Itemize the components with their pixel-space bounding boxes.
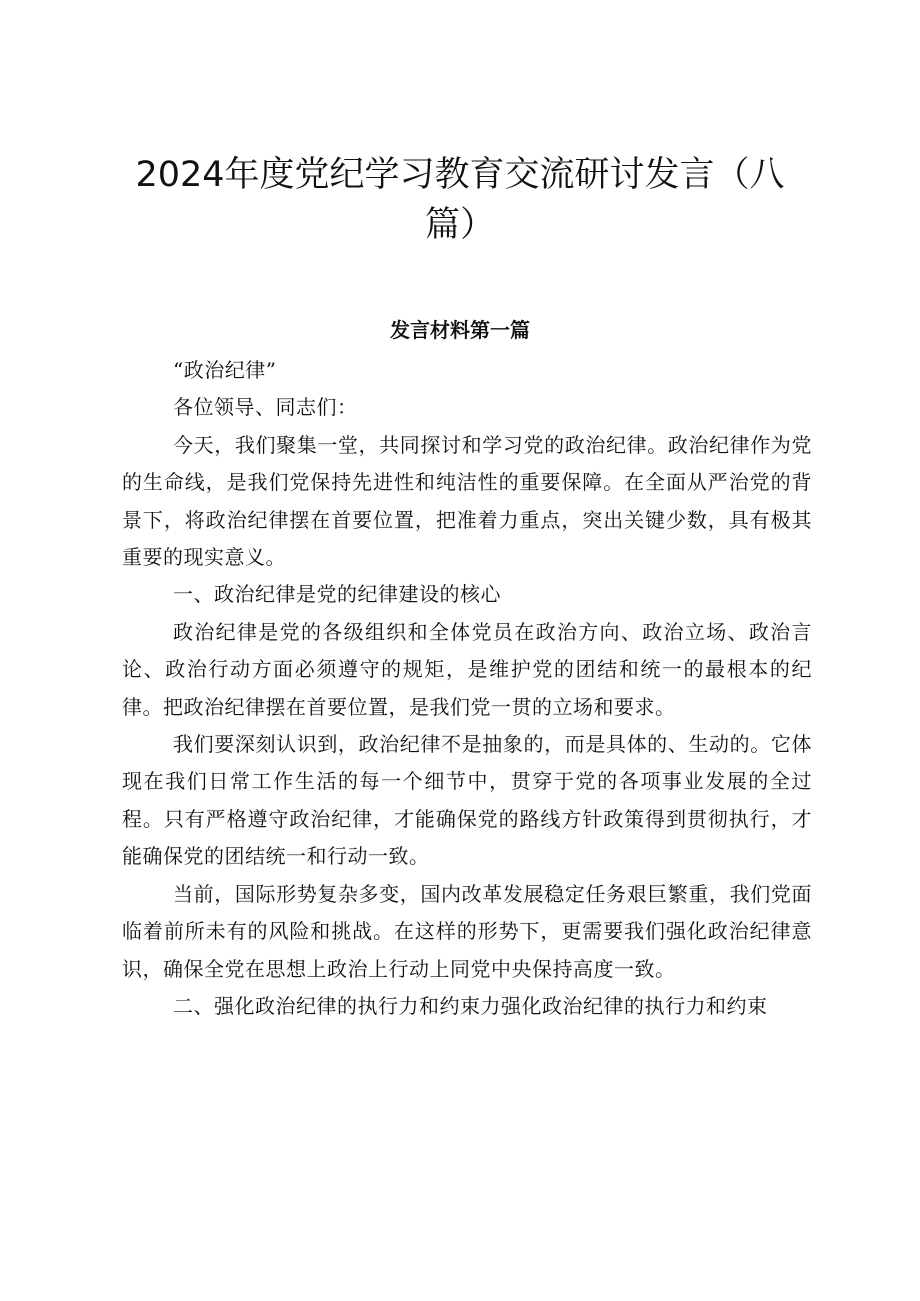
- paragraph-intro: 今天，我们聚集一堂，共同探讨和学习党的政治纪律。政治纪律作为党的生命线，是我们党保持先进性和纯洁性的重要保障。在全面从严治党的背景下，将政治纪律摆在首要位置，把准着力重点，突出关键少数，具有极其重要的现实意义。: [122, 432, 812, 570]
- document-body: [122, 352, 812, 1025]
- paragraph-body: 政治纪律是党的各级组织和全体党员在政治方向、政治立场、政治言论、政治行动方面必须遵守的规矩，是维护党的团结和统一的最根本的纪律。把政治纪律摆在首要位置，是我们党一贯的立场和要求。: [122, 619, 812, 719]
- paragraph-body: 我们要深刻认识到，政治纪律不是抽象的，而是具体的、生动的。它体现在我们日常工作生活的每一个细节中，贯穿于党的各项事业发展的全过程。只有严格遵守政治纪律，才能确保党的路线方针政策得到贯彻执行，才能确保党的团结统一和行动一致。: [122, 732, 812, 869]
- paragraph-salutation: 各位领导、同志们：: [173, 395, 358, 420]
- paragraph-subheading-1: 一、政治纪律是党的纪律建设的核心: [173, 582, 501, 607]
- paragraph-quote-title: “政治纪律”: [173, 358, 277, 382]
- section-heading: 发言材料第一篇: [390, 318, 530, 342]
- paragraph-subheading-2: 二、强化政治纪律的执行力和约束力强化政治纪律的执行力和约束: [173, 993, 768, 1018]
- paragraph-body: 当前，国际形势复杂多变，国内改革发展稳定任务艰巨繁重，我们党面临着前所未有的风险和挑战。在这样的形势下，更需要我们强化政治纪律意识，确保全党在思想上政治上行动上同党中央保持高度一致。: [122, 881, 812, 981]
- document-title: 2024年度党纪学习教育交流研讨发言（八篇）: [135, 155, 785, 245]
